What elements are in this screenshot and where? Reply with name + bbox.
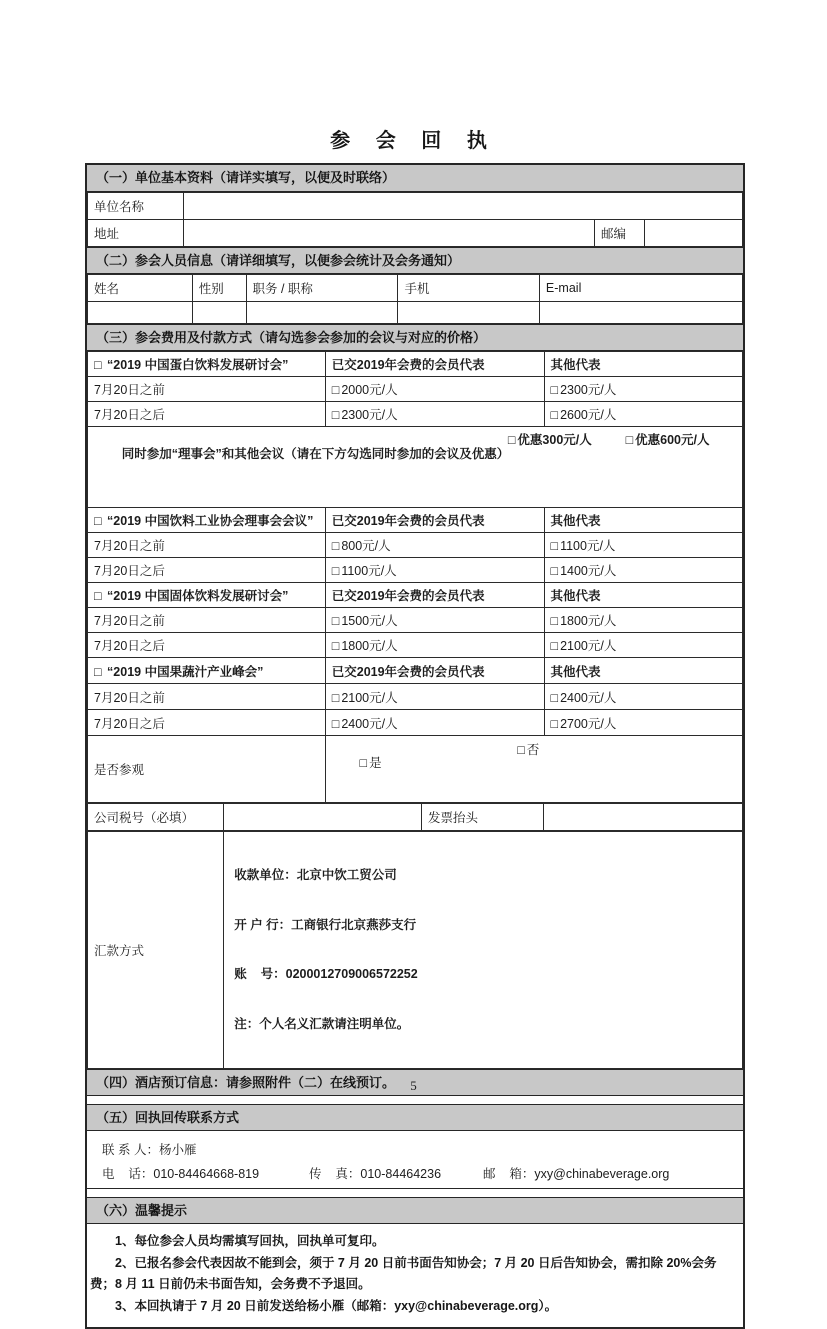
basic-info-table	[87, 192, 743, 247]
section4-header: （四）酒店预订信息：请参照附件（二）在线预订。	[87, 1069, 743, 1096]
conf1-before-row	[88, 377, 743, 402]
discount-600-checkbox[interactable]: □	[625, 433, 634, 447]
price-cell	[325, 633, 544, 658]
visit-no-checkbox[interactable]: □	[517, 743, 525, 757]
invoice-title-field[interactable]	[543, 804, 742, 831]
table-row	[88, 302, 743, 324]
table-row	[88, 193, 743, 220]
spacer	[87, 1096, 743, 1104]
price-cell	[544, 558, 742, 583]
discount-300-option	[508, 430, 592, 448]
mobile-column-header: 手机	[398, 275, 539, 302]
section5-header: （五）回执回传联系方式	[87, 1104, 743, 1131]
before-date-label: 7月20日之前	[88, 533, 326, 558]
account-line: 账 号：0200012709006572252	[234, 967, 418, 981]
company-name-field[interactable]	[183, 193, 742, 220]
after-date-label: 7月20日之后	[88, 402, 326, 427]
tax-id-field[interactable]	[224, 804, 422, 831]
postcode-field[interactable]	[644, 220, 742, 247]
registration-form	[85, 163, 745, 1329]
title-column-header: 职务 / 职称	[246, 275, 398, 302]
visit-row	[88, 736, 743, 803]
price-label: 2000元/人	[341, 383, 398, 397]
conf2-before-other-checkbox[interactable]: □	[550, 539, 559, 553]
conf1-before-member-checkbox[interactable]: □	[331, 383, 340, 397]
tax-id-label: 公司税号（必填）	[88, 804, 224, 831]
visit-label: 是否参观	[88, 736, 326, 803]
attendee-info-table	[87, 274, 743, 324]
spacer	[87, 1189, 743, 1197]
price-cell	[325, 710, 544, 736]
price-cell	[544, 633, 742, 658]
email-field[interactable]	[539, 302, 742, 324]
contact-person: 联 系 人：杨小雁	[102, 1143, 197, 1157]
conf3-checkbox[interactable]: □	[94, 589, 102, 603]
conf4-after-member-checkbox[interactable]: □	[331, 716, 340, 731]
price-label: 1100元/人	[341, 564, 397, 578]
price-label: 2600元/人	[560, 408, 617, 422]
mobile-field[interactable]	[398, 302, 539, 324]
price-cell	[325, 558, 544, 583]
section6-header: （六）温馨提示	[87, 1197, 743, 1224]
price-cell	[325, 684, 544, 710]
note-2: 2、已报名参会代表因故不能到会，须于 7 月 20 日前书面告知协会；7 月 20 日后告知协会，需扣除 20%会务费；8 月 11 日前仍未书面告知，会务费不予退回。	[90, 1255, 717, 1291]
conf4-name: “2019 中国果蔬汁产业峰会”	[107, 664, 264, 679]
conf1-name-cell	[88, 352, 326, 377]
price-cell	[325, 377, 544, 402]
conf2-after-other-checkbox[interactable]: □	[550, 564, 559, 578]
price-cell	[325, 533, 544, 558]
conf2-before-row	[88, 533, 743, 558]
notes-block	[87, 1224, 743, 1327]
section1-header: （一）单位基本资料（请详实填写，以便及时联络）	[87, 165, 743, 192]
conf1-before-other-checkbox[interactable]: □	[550, 383, 559, 397]
table-row	[88, 220, 743, 247]
conf3-before-member-checkbox[interactable]: □	[331, 614, 340, 628]
payment-row	[88, 832, 743, 1069]
price-cell	[325, 608, 544, 633]
table-header-row	[88, 275, 743, 302]
discount-600-option	[626, 430, 710, 448]
conf3-name-cell	[88, 583, 326, 608]
discount-300-checkbox[interactable]: □	[507, 433, 516, 447]
price-label: 2300元/人	[560, 383, 617, 397]
section3-header: （三）参会费用及付款方式（请勾选参会参加的会议与对应的价格）	[87, 324, 743, 351]
conf4-name-cell	[88, 658, 326, 684]
other-col-header: 其他代表	[544, 352, 742, 377]
conf3-after-member-checkbox[interactable]: □	[331, 639, 340, 653]
conf4-before-row	[88, 684, 743, 710]
conf4-after-other-checkbox[interactable]: □	[550, 716, 559, 731]
tax-row	[88, 804, 743, 831]
conf4-before-other-checkbox[interactable]: □	[550, 690, 559, 705]
visit-no-option	[517, 740, 539, 758]
price-cell	[544, 710, 742, 736]
name-column-header: 姓名	[88, 275, 193, 302]
visit-yes-label: 是	[369, 756, 382, 770]
page-title: 参 会 回 执	[330, 130, 497, 152]
member-col-header: 已交2019年会费的会员代表	[325, 658, 544, 684]
price-cell	[544, 533, 742, 558]
price-label: 1800元/人	[560, 614, 617, 628]
gender-column-header: 性别	[192, 275, 246, 302]
after-date-label: 7月20日之后	[88, 633, 326, 658]
contact-block	[87, 1131, 743, 1189]
price-label: 2100元/人	[560, 639, 617, 653]
after-date-label: 7月20日之后	[88, 710, 326, 736]
price-label: 2400元/人	[560, 690, 617, 705]
member-col-header: 已交2019年会费的会员代表	[325, 583, 544, 608]
name-field[interactable]	[88, 302, 193, 324]
discount-300-label: 优惠300元/人	[517, 433, 592, 447]
email-column-header: E-mail	[539, 275, 742, 302]
conf3-after-other-checkbox[interactable]: □	[550, 639, 559, 653]
conf2-after-member-checkbox[interactable]: □	[331, 564, 340, 578]
conf3-before-row	[88, 608, 743, 633]
title-field[interactable]	[246, 302, 398, 324]
conf1-name: “2019 中国蛋白饮料发展研讨会”	[107, 358, 289, 372]
contact-phone: 电 话：010-84464668-819	[102, 1167, 260, 1181]
other-col-header: 其他代表	[544, 583, 742, 608]
discount-text: 同时参加“理事会”和其他会议（请在下方勾选同时参加的会议及优惠）	[121, 447, 510, 461]
conf2-after-row	[88, 558, 743, 583]
price-label: 1400元/人	[560, 564, 617, 578]
payment-method-label: 汇款方式	[88, 832, 224, 1069]
discount-cell	[88, 427, 743, 508]
price-cell	[544, 608, 742, 633]
payment-table	[87, 831, 743, 1069]
conf4-before-member-checkbox[interactable]: □	[331, 690, 340, 705]
visit-no-label: 否	[526, 743, 540, 757]
discount-600-label: 优惠600元/人	[635, 433, 710, 447]
conf2-name-cell	[88, 508, 326, 533]
conf1-checkbox[interactable]: □	[94, 358, 102, 372]
payment-details-cell	[224, 832, 743, 1069]
payment-note-line: 注：个人名义汇款请注明单位。	[234, 1016, 410, 1031]
conf2-checkbox[interactable]: □	[94, 514, 102, 528]
address-label: 地址	[88, 220, 184, 247]
fees-table	[87, 351, 743, 803]
price-label: 2100元/人	[341, 690, 398, 705]
member-col-header: 已交2019年会费的会员代表	[325, 352, 544, 377]
price-cell	[544, 377, 742, 402]
price-label: 2300元/人	[341, 408, 398, 422]
price-label: 2400元/人	[341, 716, 398, 731]
conf1-after-other-checkbox[interactable]: □	[550, 408, 559, 422]
payee-line: 收款单位：北京中饮工贸公司	[234, 868, 397, 882]
conf1-after-row	[88, 402, 743, 427]
contact-email: 邮 箱：yxy@chinabeverage.org	[483, 1167, 670, 1181]
note-3: 3、本回执请于 7 月 20 日前发送给杨小雁（邮箱：yxy@chinabeverage.org）。	[115, 1298, 558, 1313]
conf1-after-member-checkbox[interactable]: □	[331, 408, 340, 422]
other-col-header: 其他代表	[544, 658, 742, 684]
conf2-name: “2019 中国饮料工业协会理事会会议”	[107, 514, 314, 528]
postcode-label: 邮编	[594, 220, 644, 247]
note-1: 1、每位参会人员均需填写回执，回执单可复印。	[115, 1234, 385, 1248]
other-col-header: 其他代表	[544, 508, 742, 533]
conf3-after-row	[88, 633, 743, 658]
price-label: 1800元/人	[341, 639, 398, 653]
before-date-label: 7月20日之前	[88, 377, 326, 402]
conf3-name: “2019 中国固体饮料发展研讨会”	[107, 589, 289, 603]
after-date-label: 7月20日之后	[88, 558, 326, 583]
price-label: 1500元/人	[341, 614, 398, 628]
conf4-after-row	[88, 710, 743, 736]
gender-field[interactable]	[192, 302, 246, 324]
bank-line: 开 户 行：工商银行北京燕莎支行	[234, 917, 417, 932]
visit-yes-checkbox[interactable]: □	[359, 756, 368, 770]
conf4-header-row	[88, 658, 743, 684]
price-label: 2700元/人	[560, 716, 617, 731]
discount-row	[88, 427, 743, 508]
address-field[interactable]	[183, 220, 594, 247]
member-col-header: 已交2019年会费的会员代表	[325, 508, 544, 533]
contact-fax: 传 真：010-84464236	[309, 1167, 442, 1181]
price-cell	[325, 402, 544, 427]
section2-header: （二）参会人员信息（请详细填写，以便参会统计及会务通知）	[87, 247, 743, 274]
visit-yes-option	[360, 756, 382, 770]
company-name-label: 单位名称	[88, 193, 184, 220]
conf1-header-row	[88, 352, 743, 377]
before-date-label: 7月20日之前	[88, 608, 326, 633]
conf3-header-row	[88, 583, 743, 608]
page-number: 5	[410, 1078, 417, 1093]
conf4-checkbox[interactable]: □	[94, 664, 102, 679]
before-date-label: 7月20日之前	[88, 684, 326, 710]
conf3-before-other-checkbox[interactable]: □	[550, 614, 559, 628]
price-cell	[544, 402, 742, 427]
invoice-title-label: 发票抬头	[422, 804, 544, 831]
price-label: 800元/人	[341, 539, 391, 553]
conf2-before-member-checkbox[interactable]: □	[331, 539, 340, 553]
conf2-header-row	[88, 508, 743, 533]
price-label: 1100元/人	[560, 539, 616, 553]
tax-invoice-table	[87, 803, 743, 831]
price-cell	[544, 684, 742, 710]
visit-options-cell	[325, 736, 742, 803]
